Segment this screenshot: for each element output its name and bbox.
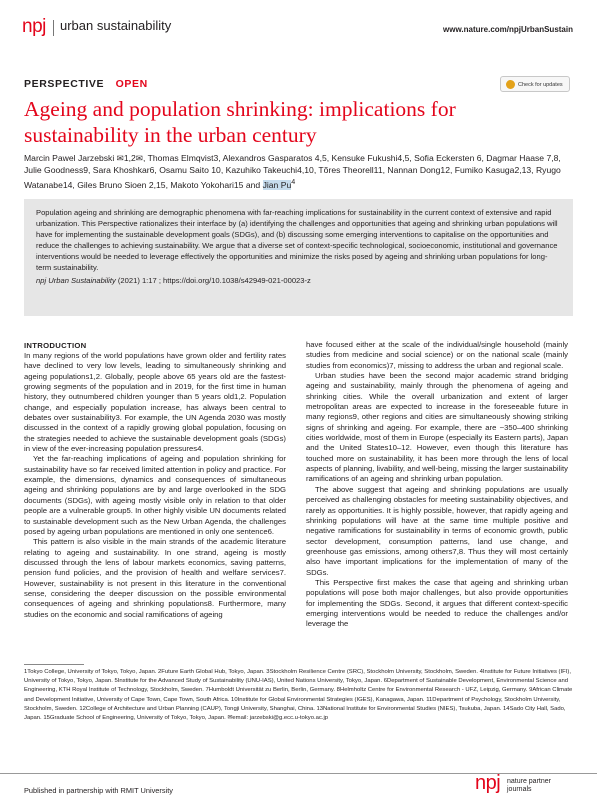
author-list bbox=[24, 152, 574, 191]
affiliations: 1Tokyo College, University of Tokyo, Tokyo, Japan. 2Future Earth Global Hub, Tokyo, Japan. 3Stockholm Resilience Centre (SRC), Stockholm University, Stockholm, Sweden. 4Institute for Future Initiatives (IFI), University of Tokyo, Tokyo, Japan. 5Institute for the Advanced Study of Sustainability (UNU-IAS), United Nations University, Tokyo, Japan. 6Department of Sustainable Development, Environmental Science and Engineering, KTH Royal Institute of Technology, Stockholm, Sweden. 7Humboldt Universität zu Berlin, Berlin, Germany. 8Helmholtz Centre for Environmental Research - UFZ, Leipzig, Germany. 9African Climate and Development Initiative, University of Cape Town, Cape Town, South Africa. 10Institute for Global Environmental Strategies (IGES), Kanagawa, Japan. 11Department of Psychology, Stockholm University, Stockholm, Sweden. 12College of Architecture and Urban Planning (CAUP), Tongji University, Shanghai, China. 13National Institute for Environmental Studies (NIES), Tsukuba, Japan. 14Sado City Hall, Sado, Japan. 15Graduate School of Engineering, University of Tokyo, Tokyo, Japan. ✉email: jarzebski@g.ecc.u-tokyo.ac.jp bbox=[24, 669, 573, 722]
partner-line-1: nature partner bbox=[507, 778, 551, 785]
article-type-label: PERSPECTIVE bbox=[24, 78, 105, 90]
article-type-row bbox=[24, 78, 148, 90]
highlighted-author[interactable]: Jian Pu bbox=[262, 180, 292, 191]
citation-line bbox=[36, 276, 561, 285]
partner-line-2: journals bbox=[507, 786, 532, 793]
body-column-right bbox=[306, 340, 568, 630]
citation-journal: npj Urban Sustainability bbox=[36, 276, 116, 286]
article-title: Ageing and population shrinking: implications for sustainability in the urban century bbox=[24, 97, 456, 147]
nature-partner-journals-label bbox=[507, 778, 551, 794]
body-paragraph: This Perspective first makes the case that ageing and shrinking urban populations will pose both major challenges, but also provide opportunities for implementing the SDGs. Second, it argues that different context-specific emerging interventions would be needed to reduce the challenges and/or leverage the bbox=[306, 577, 568, 629]
journal-name[interactable]: urban sustainability bbox=[60, 18, 172, 33]
check-for-updates-button[interactable] bbox=[500, 76, 570, 92]
body-paragraph: This pattern is also visible in the main strands of the academic literature relating to ageing and sustainability. In one strand, ageing is mostly discussed through the lens of labour markets economics, saving patterns, pension fund policies, and the provision of health and welfare services7. However, sustainability is not present in this literature in the conventional sense, considering the deeper discussion on the possible environmental consequences of ageing and shrinking populations8. Furthermore, many studies on the economic and social ramifications of ageing bbox=[24, 537, 286, 619]
journal-url[interactable]: www.nature.com/npjUrbanSustain bbox=[443, 25, 573, 34]
body-paragraph: Urban studies have been the second major academic strand bridging ageing and sustainability, mainly through the phenomena of ageing and shrinking cities. While the overall urbanization and extent of larger metropolitan areas are expected to increase in the foreseeable future in many regions9, other regions and cities are simultaneously showing striking signs of shrinking and ageing. For example, there are ~350–400 shrinking cities worldwide, most of them in Europe (especially its Eastern parts), Japan and the United States10–12. However, even though this literature has touched more on sustainability, it has been more through the lens of local aspects of planning, livability, and well-being, missing the larger sustainability ramifications of an ageing and shrinking urban population. bbox=[306, 371, 568, 484]
open-access-label: OPEN bbox=[115, 78, 148, 90]
body-paragraph: In many regions of the world populations have grown older and fertility rates have declined to very low levels, leading to simultaneously shrinking and ageing populations1,2. Globally, people above 65 years old are the fastest-growing segments of the population and in 2019, for the first time in human history, they outnumbered children younger than 5 years old1,2. Population change, and especially population increase, has always been central to debates over sustainability3. For example, the UN Agenda 2030 was mostly discussed in the context of a rapidly growing global population, focusing on the strategies needed to achieve the sustainable development goals (SDGs) in view of the ever-increasing population pressures4. bbox=[24, 351, 286, 454]
footer-divider bbox=[0, 773, 597, 774]
header-divider bbox=[53, 20, 54, 36]
author-affil-sup: 4 bbox=[291, 178, 296, 187]
check-updates-icon bbox=[506, 80, 515, 89]
body-paragraph: The above suggest that ageing and shrinking populations are usually perceived as challenging obstacles for meeting sustainability objectives, and rarely as opportunities. It is highly possible, however, that rapidly ageing and shrinking populations will have at the same time multiple positive and negative ramifications for sustainability in terms of economic growth, public sector development, consumption patterns, land use change, and greenhouse gas emissions, among others7,8. Thus they will most certainly also have important implications for the implementation of many of the SDGs. bbox=[306, 484, 568, 577]
abstract-box bbox=[24, 199, 573, 316]
published-in-partnership: Published in partnership with RMIT University bbox=[24, 786, 173, 795]
npj-footer-logo[interactable]: npj bbox=[475, 772, 501, 794]
abstract-text: Population ageing and shrinking are demographic phenomena with far-reaching implications for sustainability in the current context of extensive and rapid urbanization. This Perspective rationalizes their interface by (a) identifying the challenges and opportunities that ageing and shrinking urban populations will have for implementing the sustainable development goals (SDGs), and (b) discussing some emerging interventions to capitalise on the opportunities and reduce the challenges to achieving sustainability. We argue that a diverse set of context-specific technological, socioeconomic, institutional and governance interventions would be needed to leverage effectively the opportunities and minimize the risks posed by ageing and shrinking urban populations for long-term sustainability. bbox=[36, 208, 558, 272]
body-column-left bbox=[24, 340, 286, 620]
body-paragraph: Yet the far-reaching implications of ageing and population shrinking for sustainability have so far received limited attention in policy and practice. For example, the dimensions, dynamics and consequences of simultaneous ageing and shrinking populations are by and large overlooked in the SDG documents (SDGs), with ageing mostly visible only in relation to that older people are a vulnerable group5. In other highly visible UN documents related to sustainable development such as the New Urban Agenda, the challenges posed by ageing urban populations are mentioned in only one sentence6. bbox=[24, 454, 286, 536]
check-updates-label: Check for updates bbox=[518, 82, 563, 88]
page-header bbox=[0, 0, 597, 56]
authors-text[interactable]: Marcin Pawel Jarzebski ✉1,2✉, Thomas Elmqvist3, Alexandros Gasparatos 4,5, Kensuke Fukushi4,5, Sofia Eckersten 6, Dagmar Haase 7,8, Julie Goodness9, Sara Khoshkar6, Osamu Saito 10, Kazuhiko Takeuchi4,10, Tõres Theorell11, Nannan Dong12, Fumiko Kasuga2,13, Ryugo Watanabe14, Giles Bruno Sioen 2,15, Makoto Yokohari15 and bbox=[24, 153, 561, 191]
npj-logo[interactable]: npj bbox=[22, 16, 46, 37]
affiliations-divider bbox=[24, 664, 84, 665]
section-heading-introduction: INTRODUCTION bbox=[24, 341, 87, 350]
citation-doi[interactable]: (2021) 1:17 ; https://doi.org/10.1038/s42949-021-00023-z bbox=[115, 276, 311, 286]
body-paragraph: have focused either at the scale of the individual/single household (mainly studies from medicine and social science) or on the national scale (mainly studies from economics)7, missing to address the urban and regional scale. bbox=[306, 340, 568, 370]
